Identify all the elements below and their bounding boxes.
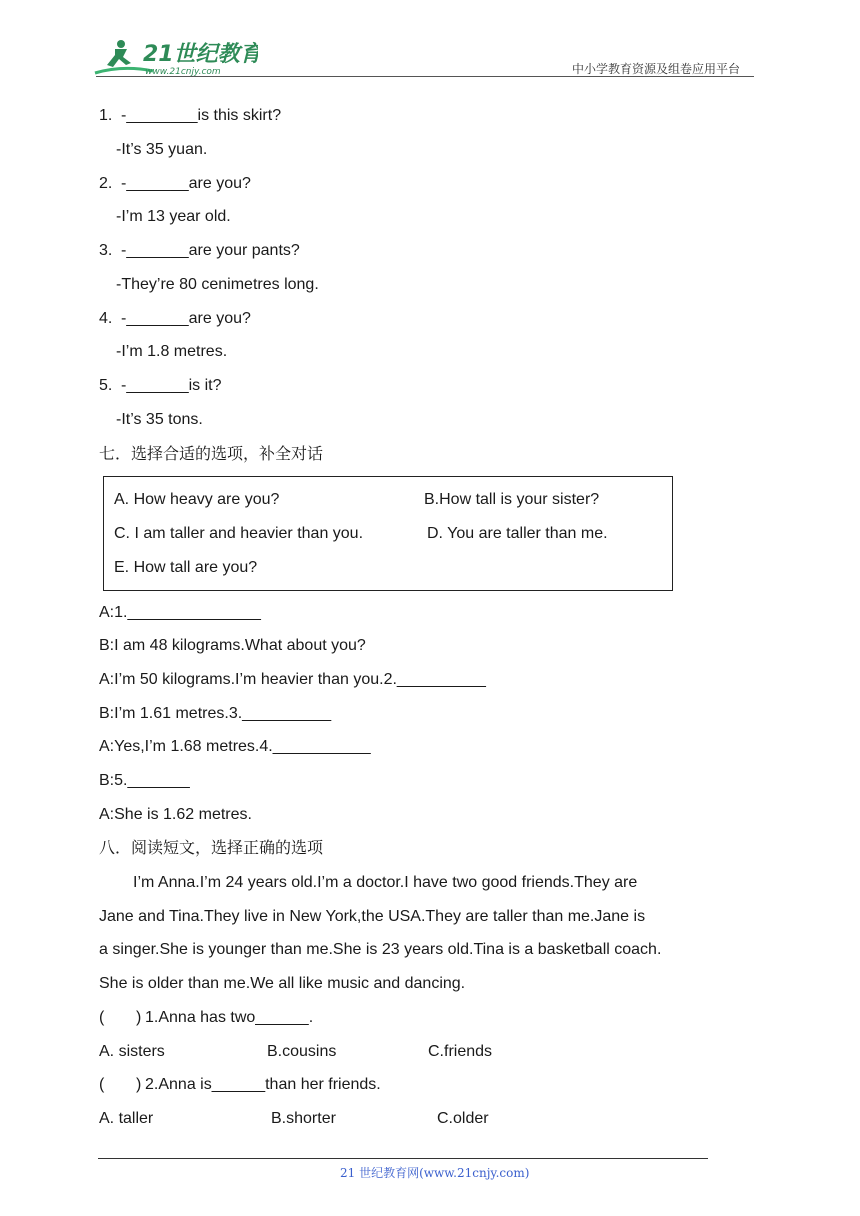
option-a: A. How heavy are you? <box>114 491 280 508</box>
q8-2-question: 2.Anna is______than her friends. <box>145 1076 381 1093</box>
section-8-title: 八．阅读短文，选择正确的选项 <box>99 838 324 857</box>
q1-question: -________is this skirt? <box>121 107 282 124</box>
q8-1-option-a: A. sisters <box>99 1043 165 1060</box>
q8-2-option-a: A. taller <box>99 1110 154 1127</box>
svg-text:www.21cnjy.com: www.21cnjy.com <box>145 67 221 77</box>
q8-1-paren-close: ) <box>136 1009 142 1026</box>
q5-number: 5. <box>99 377 113 394</box>
svg-text:21世纪教育: 21世纪教育 <box>143 42 258 67</box>
q5-question: -_______is it? <box>121 377 222 394</box>
option-d: D. You are taller than me. <box>427 525 608 542</box>
dialog-line-6: B:5._______ <box>99 772 190 789</box>
dialog-line-3: A:I’m 50 kilograms.I’m heavier than you.2.__________ <box>99 671 486 688</box>
q4-answer: -I’m 1.8 metres. <box>116 343 228 360</box>
q2-answer: -I’m 13 year old. <box>116 208 231 225</box>
passage-line-3: a singer.She is younger than me.She is 23 years old.Tina is a basketball coach. <box>99 941 662 958</box>
q1-number: 1. <box>99 107 113 124</box>
q5-answer: -It’s 35 tons. <box>116 411 203 428</box>
passage-line-1: I’m Anna.I’m 24 years old.I’m a doctor.I have two good friends.They are <box>133 874 638 891</box>
option-c: C. I am taller and heavier than you. <box>114 525 364 542</box>
q3-answer: -They’re 80 cenimetres long. <box>116 276 319 293</box>
q8-2-option-b: B.shorter <box>271 1110 336 1127</box>
q1-answer: -It’s 35 yuan. <box>116 141 208 158</box>
q8-1-paren-open: ( <box>99 1009 105 1026</box>
dialog-line-4: B:I’m 1.61 metres.3.__________ <box>99 705 332 722</box>
header-platform-name: 中小学教育资源及组卷应用平台 <box>572 62 741 76</box>
footer-link[interactable]: 21 世纪教育网(www.21cnjy.com) <box>340 1166 530 1180</box>
runner-logo-icon <box>93 35 258 79</box>
option-e: E. How tall are you? <box>114 559 258 576</box>
header-divider <box>96 76 754 77</box>
site-logo <box>93 35 258 79</box>
q8-1-question: 1.Anna has two______. <box>145 1009 314 1026</box>
passage-line-2: Jane and Tina.They live in New York,the USA.They are taller than me.Jane is <box>99 908 646 925</box>
section-7-title: 七．选择合适的选项，补全对话 <box>99 444 324 463</box>
q8-1-option-c: C.friends <box>428 1043 493 1060</box>
dialog-line-2: B:I am 48 kilograms.What about you? <box>99 637 366 654</box>
q8-2-paren-close: ) <box>136 1076 142 1093</box>
option-b: B.How tall is your sister? <box>424 491 600 508</box>
dialog-line-5: A:Yes,I’m 1.68 metres.4.___________ <box>99 738 371 755</box>
q3-question: -_______are your pants? <box>121 242 300 259</box>
q2-number: 2. <box>99 175 113 192</box>
footer-divider <box>98 1158 708 1159</box>
q2-question: -_______are you? <box>121 175 251 192</box>
passage-line-4: She is older than me.We all like music and dancing. <box>99 975 466 992</box>
q8-2-paren-open: ( <box>99 1076 105 1093</box>
q8-2-option-c: C.older <box>437 1110 489 1127</box>
dialog-line-7: A:She is 1.62 metres. <box>99 806 252 823</box>
dialog-line-1: A:1._______________ <box>99 604 261 621</box>
q4-number: 4. <box>99 310 113 327</box>
q3-number: 3. <box>99 242 113 259</box>
q8-1-option-b: B.cousins <box>267 1043 337 1060</box>
q4-question: -_______are you? <box>121 310 251 327</box>
